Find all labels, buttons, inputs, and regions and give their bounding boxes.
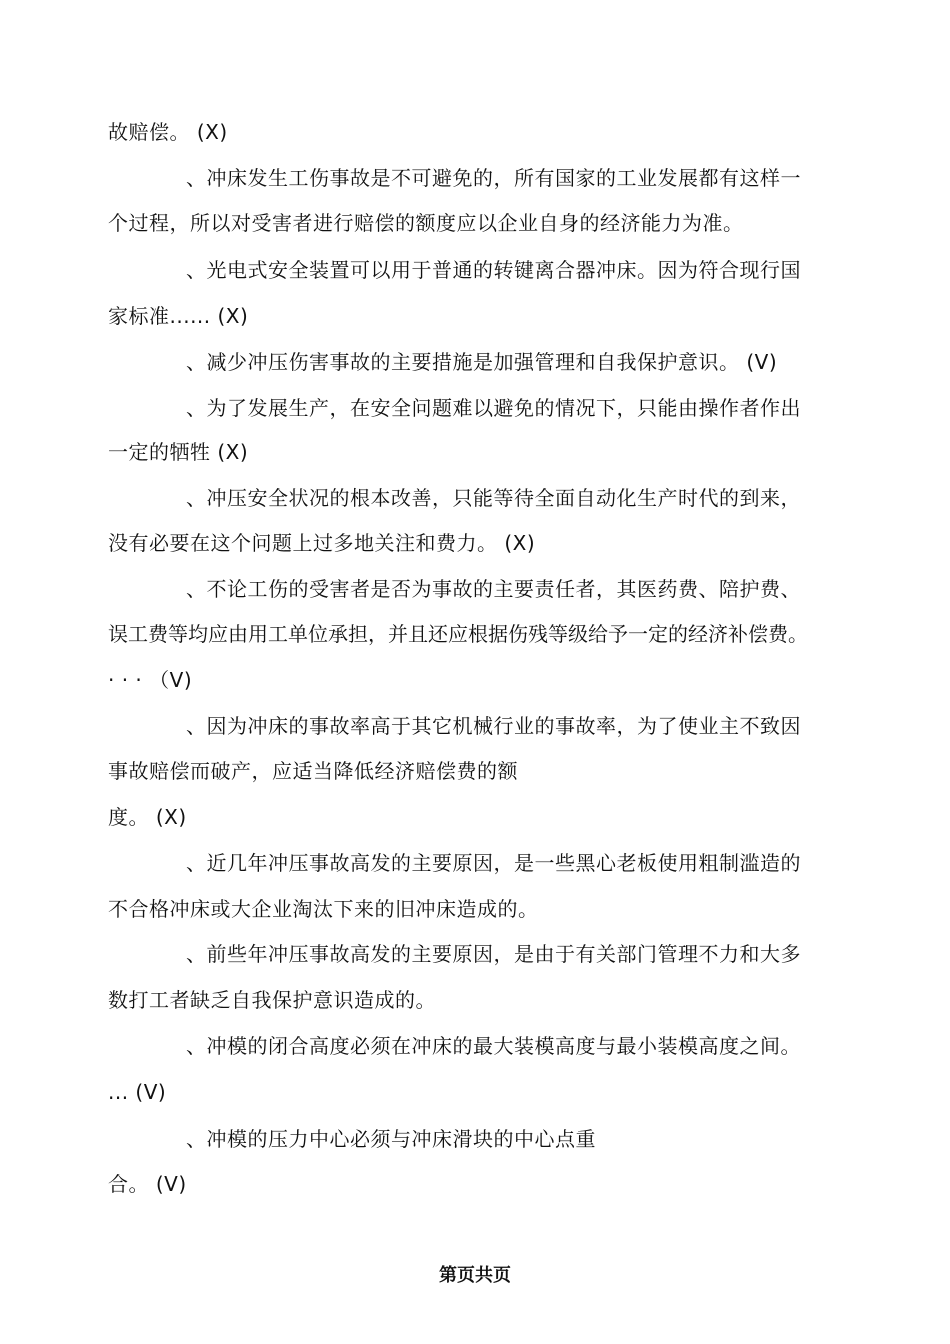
text-line: 、冲模的闭合高度必须在冲床的最大装模高度与最小装模高度之间。 (186, 1034, 801, 1058)
text-line: 家标准...... (X) (108, 304, 249, 328)
text-line: 一定的牺牲 (X) (108, 440, 249, 464)
text-line: 、冲模的压力中心必须与冲床滑块的中心点重 (186, 1127, 596, 1151)
text-line: 没有必要在这个问题上过多地关注和费力。 (X) (108, 531, 536, 555)
page-footer: 第页共页 (439, 1265, 511, 1286)
text-line: ... (V) (108, 1080, 167, 1104)
text-line: 、冲压安全状况的根本改善，只能等待全面自动化生产时代的到来， (186, 486, 801, 510)
text-line: 、减少冲压伤害事故的主要措施是加强管理和自我保护意识。 (V) (186, 350, 778, 374)
text-line: 合。 (V) (108, 1172, 187, 1196)
text-line: 误工费等均应由用工单位承担，并且还应根据伤残等级给予一定的经济补偿费。 (108, 622, 808, 646)
text-line: 、光电式安全装置可以用于普通的转键离合器冲床。因为符合现行国 (186, 258, 801, 282)
text-line: 、冲床发生工伤事故是不可避免的，所有国家的工业发展都有这样一 (186, 166, 801, 190)
text-line: 事故赔偿而破产，应适当降低经济赔偿费的额 (108, 759, 518, 783)
text-line: 故赔偿。 (X) (108, 120, 228, 144)
text-line: 数打工者缺乏自我保护意识造成的。 (108, 988, 436, 1012)
text-line: 个过程，所以对受害者进行赔偿的额度应以企业自身的经济能力为准。 (108, 211, 744, 235)
text-line: · · · （V) (108, 668, 193, 692)
text-line: 、前些年冲压事故高发的主要原因，是由于有关部门管理不力和大多 (186, 942, 801, 966)
text-line: 、因为冲床的事故率高于其它机械行业的事故率，为了使业主不致因 (186, 714, 801, 738)
text-line: 不合格冲床或大企业淘汰下来的旧冲床造成的。 (108, 897, 539, 921)
text-line: 、不论工伤的受害者是否为事故的主要责任者，其医药费、陪护费、 (186, 577, 801, 601)
text-line: 度。 (X) (108, 805, 187, 829)
text-line: 、近几年冲压事故高发的主要原因，是一些黑心老板使用粗制滥造的 (186, 851, 801, 875)
text-line: 、为了发展生产，在安全问题难以避免的情况下，只能由操作者作出 (186, 396, 801, 420)
